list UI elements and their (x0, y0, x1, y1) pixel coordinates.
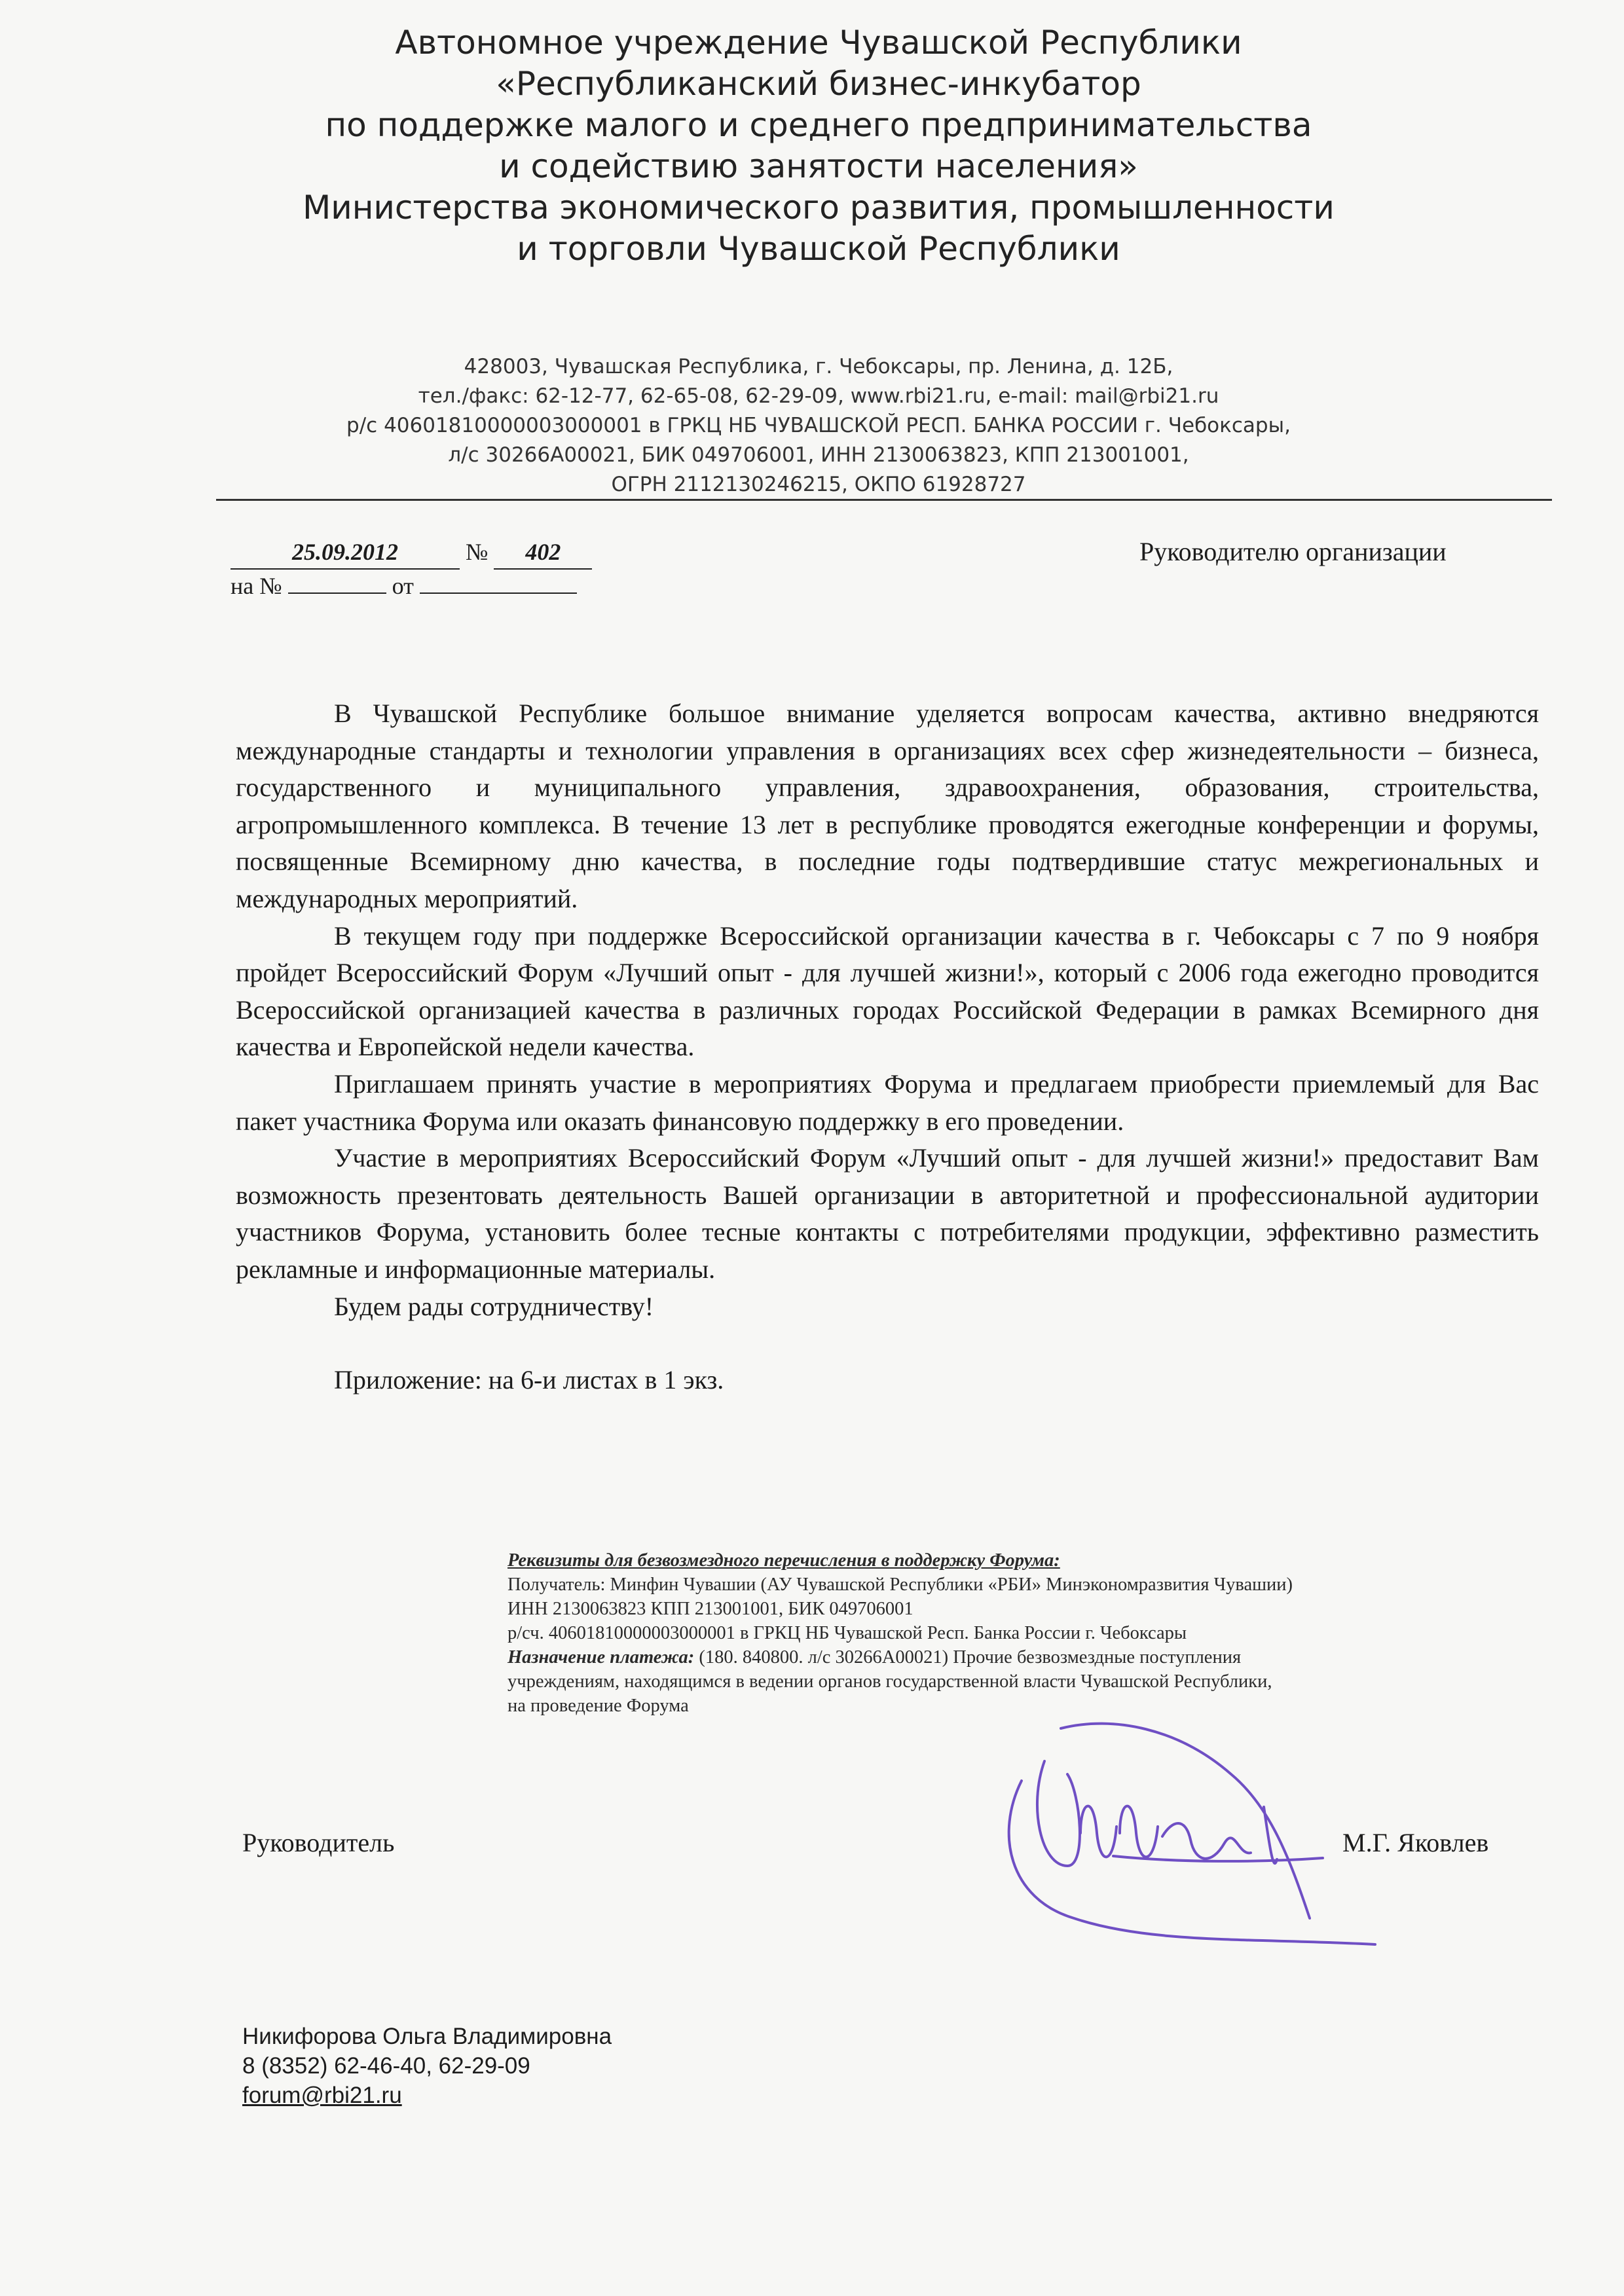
reference-number-blank (288, 570, 386, 594)
requisites-line: ИНН 2130063823 КПП 213001001, БИК 049706001 (507, 1599, 913, 1619)
letterhead-line: и содействию занятости населения» (499, 147, 1138, 185)
letterhead-line: Министерства экономического развития, промышленности (303, 189, 1335, 227)
executor-contact (242, 2022, 612, 2110)
from-label: от (392, 573, 414, 599)
address-line: тел./факс: 62-12-77, 62-65-08, 62-29-09, www.rbi21.ru, e-mail: mail@rbi21.ru (418, 384, 1219, 408)
payment-requisites (507, 1548, 1562, 1718)
requisites-line: учреждениям, находящимся в ведении органов государственной власти Чувашской Республики, (507, 1671, 1272, 1692)
registration-number: 402 (494, 536, 592, 570)
handwritten-signature-icon (982, 1702, 1401, 1951)
requisites-line: на проведение Форума (507, 1696, 689, 1716)
letterhead-line: по поддержке малого и среднего предпринимательства (325, 106, 1312, 144)
reference-label: на № (231, 573, 282, 599)
number-label: № (466, 539, 489, 565)
address-line: р/с 40601810000003000001 в ГРКЦ НБ ЧУВАШСКОЙ РЕСП. БАНКА РОССИИ г. Чебоксары, (346, 414, 1291, 437)
reference-line (231, 570, 592, 602)
executor-name: Никифорова Ольга Владимировна (242, 2024, 612, 2049)
reference-date-blank (420, 570, 577, 594)
payment-purpose (507, 1645, 1562, 1669)
payment-purpose-text: (180. 840800. л/с 30266А00021) Прочие безвозмездные поступления (699, 1647, 1242, 1667)
letterhead-divider (216, 499, 1552, 501)
body-paragraph: В Чувашской Республике большое внимание уделяется вопросам качества, активно внедряются международные стандарты и технологии управления в организациях всех сфер жизнедеятельности – бизнеса, государственного и муниципального управления, здравоохранения, образования, строительства, агропромышленного комплекса. В течение 13 лет в республике проводятся ежегодные конференции и форумы, посвященные Всемирному дню качества, в последние годы подтвердившие статус межрегиональных и международных мероприятий. (236, 699, 1539, 913)
signatory-name: М.Г. Яковлев (1342, 1828, 1489, 1857)
address-line: ОГРН 2112130246215, ОКПО 61928727 (611, 473, 1026, 496)
body-paragraph: В текущем году при поддержке Всероссийской организации качества в г. Чебоксары с 7 по 9 ноября пройдет Всероссийский Форум «Лучший опыт - для лучшей жизни!», который с 2006 года ежегодно проводится Всероссийской организацией качества в различных городах Российской Федерации в рамках Всемирного дня качества и Европейской недели качества. (236, 920, 1539, 1062)
body-paragraph: Приглашаем принять участие в мероприятиях Форума и предлагаем приобрести приемлемый для Вас пакет участника Форума или оказать финансовую поддержку в его проведении. (236, 1068, 1539, 1136)
letterhead-title (196, 22, 1441, 270)
appendix-note: Приложение: на 6-и листах в 1 экз. (334, 1365, 724, 1395)
requisites-line: р/сч. 40601810000003000001 в ГРКЦ НБ Чувашской Респ. Банка России г. Чебоксары (507, 1623, 1187, 1643)
payment-purpose-label: Назначение платежа: (507, 1647, 695, 1667)
letterhead-line: Автономное учреждение Чувашской Республики (395, 24, 1242, 62)
body-paragraph: Будем рады сотрудничеству! (334, 1291, 654, 1321)
signatory-position: Руководитель (242, 1828, 395, 1857)
letterhead-address (196, 352, 1441, 500)
requisites-title: Реквизиты для безвозмездного перечисления в поддержку Форума: (507, 1550, 1060, 1571)
executor-phone: 8 (8352) 62-46-40, 62-29-09 (242, 2053, 530, 2079)
registration-block (231, 536, 592, 602)
registration-line (231, 536, 592, 570)
registration-date: 25.09.2012 (231, 536, 460, 570)
letterhead-line: «Республиканский бизнес-инкубатор (496, 65, 1141, 103)
requisites-line: Получатель: Минфин Чувашии (АУ Чувашской Республики «РБИ» Минэкономразвития Чувашии) (507, 1575, 1293, 1595)
addressee: Руководителю организации (1139, 537, 1447, 566)
address-line: 428003, Чувашская Республика, г. Чебоксары, пр. Ленина, д. 12Б, (464, 355, 1173, 378)
body-paragraph: Участие в мероприятиях Всероссийский Форум «Лучший опыт - для лучшей жизни!» предоставит Вам возможность презентовать деятельность Вашей организации в авторитетной и профессиональной аудитории участников Форума, установить более тесные контакты с потребителями продукции, эффективно разместить рекламные и информационные материалы. (236, 1143, 1539, 1284)
letterhead-line: и торговли Чувашской Республики (517, 230, 1120, 268)
letter-body (236, 695, 1539, 1399)
executor-email-link[interactable]: forum@rbi21.ru (242, 2083, 402, 2108)
address-line: л/с 30266А00021, БИК 049706001, ИНН 2130063823, КПП 213001001, (448, 443, 1189, 467)
